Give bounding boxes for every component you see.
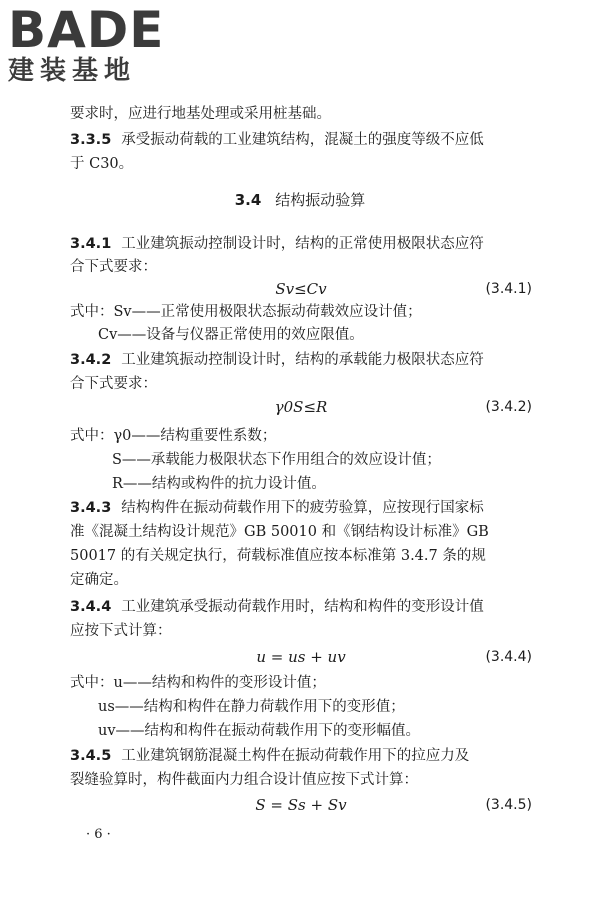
text-line: 准《混凝土结构设计规范》GB 50010 和《钢结构设计标准》GB [70, 524, 489, 540]
definition-line: Cv——设备与仪器正常使用的效应限值。 [98, 327, 364, 343]
clause-number: 3.4.4 [70, 599, 112, 615]
formula-3-4-4 [70, 646, 532, 668]
clause-text: 结构构件在振动荷载作用下的疲劳验算，应按现行国家标 [121, 500, 484, 516]
equation-number: (3.4.4) [485, 649, 532, 665]
definition-line: 式中：γ0——结构重要性系数； [70, 428, 277, 444]
text-line: 合下式要求： [70, 259, 157, 275]
formula-expression: S = Ss + Sv [255, 796, 347, 814]
clause-number: 3.4.5 [70, 748, 112, 764]
definition-line: uv——结构和构件在振动荷载作用下的变形幅值。 [98, 723, 421, 739]
text-line: 要求时，应进行地基处理或采用桩基础。 [70, 106, 331, 122]
text-line: 定确定。 [70, 572, 128, 588]
clause-text: 承受振动荷载的工业建筑结构，混凝土的强度等级不应低 [121, 132, 484, 148]
definition-line: R——结构或构件的抗力设计值。 [112, 476, 326, 492]
clause-3-4-4 [70, 597, 532, 617]
page-number: · 6 · [86, 827, 111, 842]
clause-text: 工业建筑承受振动荷载作用时，结构和构件的变形设计值 [121, 599, 484, 615]
definition-line: 式中：u——结构和构件的变形设计值； [70, 675, 326, 691]
equation-number: (3.4.5) [485, 797, 532, 813]
clause-text: 工业建筑振动控制设计时，结构的正常使用极限状态应符 [121, 236, 484, 252]
clause-text: 工业建筑振动控制设计时，结构的承载能力极限状态应符 [121, 352, 484, 368]
clause-3-4-2 [70, 350, 532, 370]
logo [8, 1, 178, 86]
formula-expression: γ0S≤R [274, 398, 328, 416]
formula-3-4-2 [70, 396, 532, 418]
clause-text: 工业建筑钢筋混凝土构件在振动荷载作用下的拉应力及 [121, 748, 470, 764]
section-heading [0, 190, 600, 210]
definition-line: 式中：Sv——正常使用极限状态振动荷载效应设计值； [70, 304, 422, 320]
logo-brand: BADE [8, 1, 165, 59]
clause-number: 3.4.3 [70, 500, 112, 516]
text-line: 50017 的有关规定执行，荷载标准值应按本标准第 3.4.7 条的规 [70, 548, 486, 564]
clause-3-4-5 [70, 746, 532, 766]
clause-3-4-1 [70, 234, 532, 254]
formula-expression: u = us + uv [256, 648, 346, 666]
logo-subtitle: 建装基地 [8, 56, 137, 86]
section-number: 3.4 [234, 191, 262, 209]
text-line: 于 C30。 [70, 156, 134, 172]
equation-number: (3.4.1) [485, 281, 532, 297]
text-line: 裂缝验算时，构件截面内力组合设计值应按下式计算： [70, 772, 418, 788]
section-title: 结构振动验算 [275, 191, 366, 209]
clause-number: 3.4.2 [70, 352, 112, 368]
formula-expression: Sv≤Cv [275, 280, 327, 298]
clause-number: 3.3.5 [70, 132, 112, 148]
clause-number: 3.4.1 [70, 236, 112, 252]
text-line: 应按下式计算： [70, 623, 172, 639]
clause-3-3-5 [70, 130, 532, 150]
formula-3-4-5 [70, 794, 532, 816]
clause-3-4-3 [70, 498, 532, 518]
definition-line: S——承载能力极限状态下作用组合的效应设计值； [112, 452, 441, 468]
equation-number: (3.4.2) [485, 399, 532, 415]
definition-line: us——结构和构件在静力荷载作用下的变形值； [98, 699, 405, 715]
formula-3-4-1 [70, 278, 532, 300]
text-line: 合下式要求： [70, 376, 157, 392]
